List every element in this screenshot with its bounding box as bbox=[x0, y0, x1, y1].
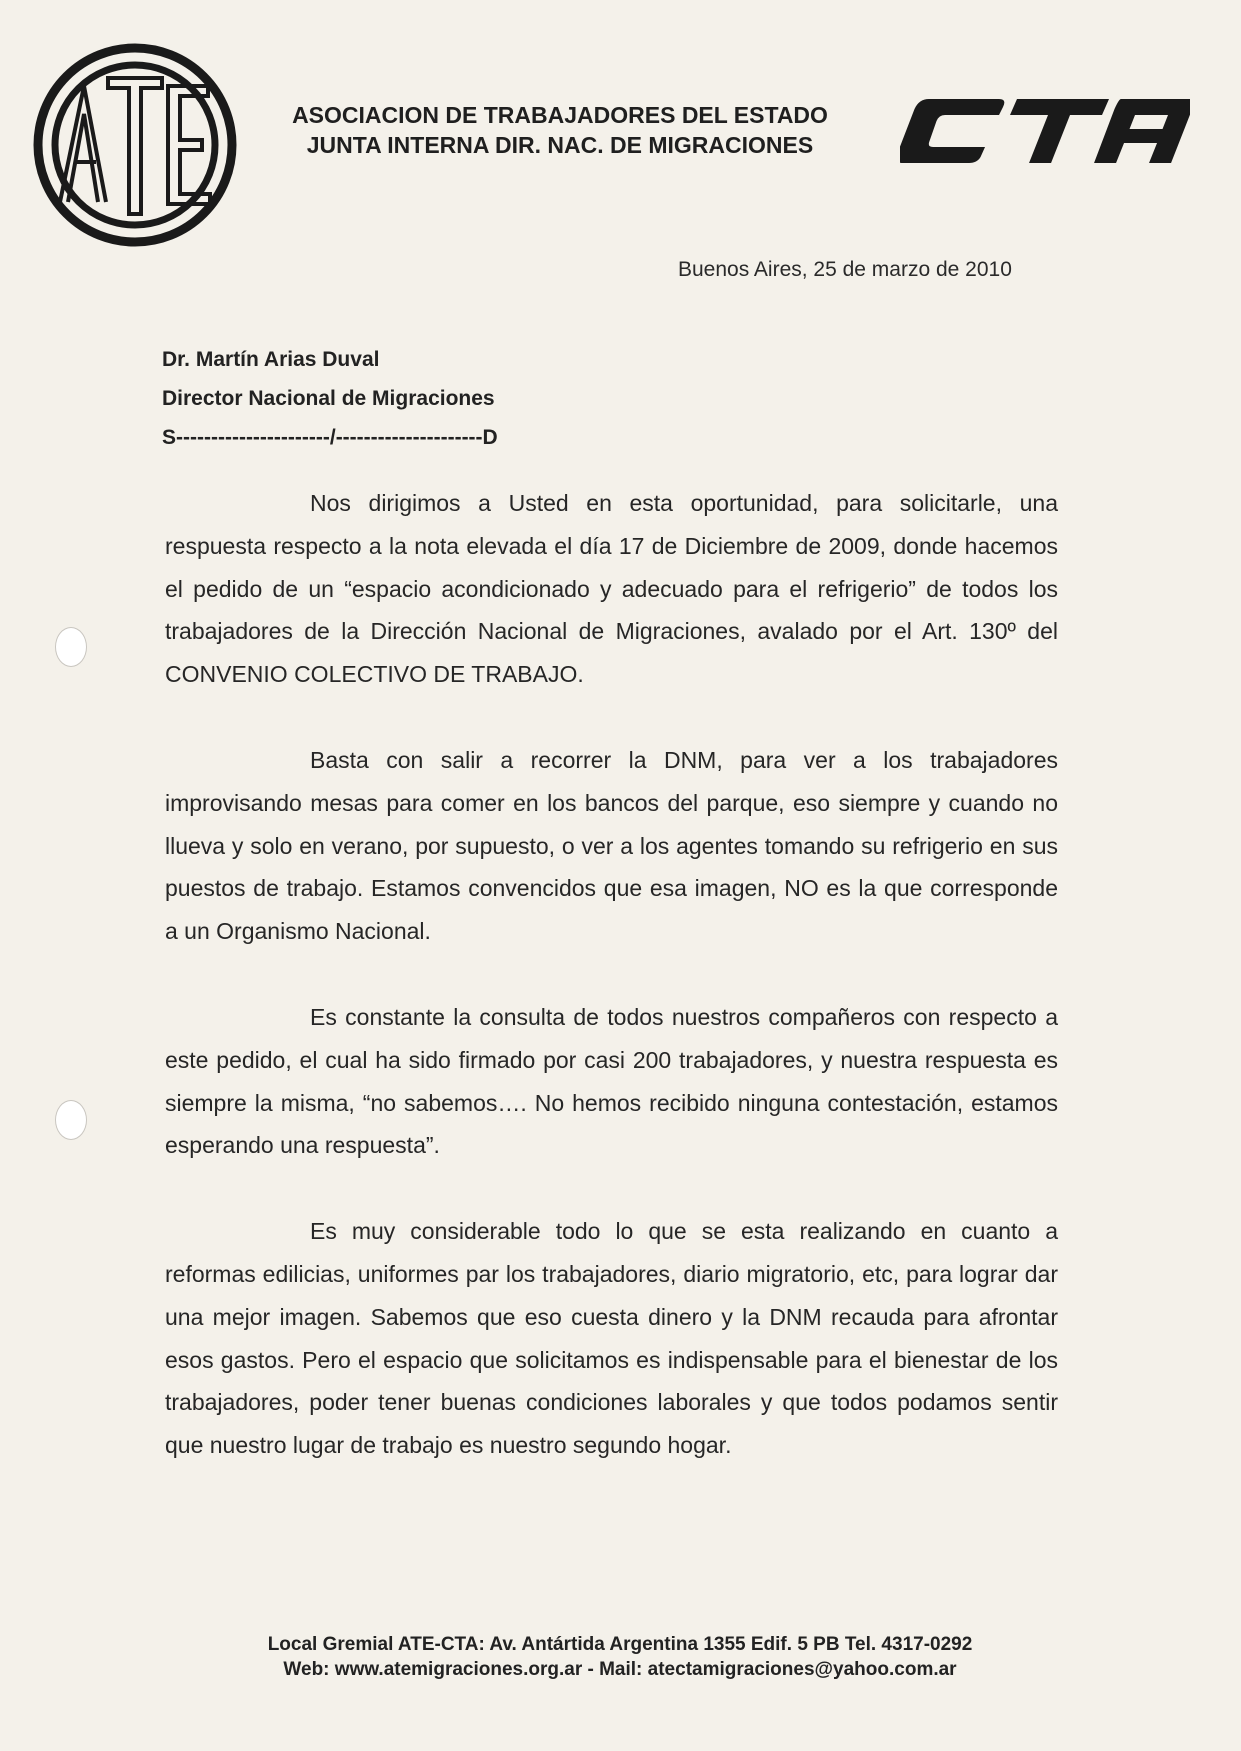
recipient-salutation: S----------------------/---------------------D bbox=[162, 426, 498, 449]
body-paragraph: Es constante la consulta de todos nuestros compañeros con respecto a este pedido, el cual ha sido firmado por casi 200 trabajadores, y nuestra respuesta es siempre la misma, “no sabemos…. No hemos recibido ninguna contestación, estamos esperando una respuesta”. bbox=[165, 1003, 1058, 1159]
body-paragraph: Nos dirigimos a Usted en esta oportunidad, para solicitarle, una respuesta respecto a la nota elevada el día 17 de Diciembre de 2009, donde hacemos el pedido de un “espacio acondicionado y adecuado para el refrigerio” de todos los trabajadores de la Dirección Nacional de Migraciones, avalado por el Art. 130º del CONVENIO COLECTIVO DE TRABAJO. bbox=[165, 490, 1058, 688]
footer-contact: Web: www.atemigraciones.org.ar - Mail: atectamigraciones@yahoo.com.ar bbox=[283, 1659, 957, 1680]
recipient-name: Dr. Martín Arias Duval bbox=[162, 348, 380, 371]
organization-name: ASOCIACION DE TRABAJADORES DEL ESTADO bbox=[292, 102, 828, 128]
organization-unit: JUNTA INTERNA DIR. NAC. DE MIGRACIONES bbox=[306, 132, 814, 158]
ate-logo bbox=[32, 42, 238, 248]
letter-date: Buenos Aires, 25 de marzo de 2010 bbox=[678, 258, 1012, 281]
body-paragraph: Es muy considerable todo lo que se esta realizando en cuanto a reformas edilicias, uniformes par los trabajadores, diario migratorio, etc, para lograr dar una mejor imagen. Sabemos que eso cuesta dinero y la DNM recauda para afrontar esos gastos. Pero el espacio que solicitamos es indispensable para el bienestar de los trabajadores, poder tener buenas condiciones laborales y que todos podamos sentir que nuestro lugar de trabajo es nuestro segundo hogar. bbox=[165, 1218, 1058, 1459]
footer-address: Local Gremial ATE-CTA: Av. Antártida Argentina 1355 Edif. 5 PB Tel. 4317-0292 bbox=[267, 1634, 973, 1655]
recipient-block bbox=[162, 340, 498, 457]
punch-hole bbox=[55, 627, 87, 667]
letter-footer bbox=[200, 1632, 1040, 1682]
letter-body bbox=[165, 482, 1058, 1510]
cta-logo bbox=[900, 95, 1190, 167]
body-paragraph: Basta con salir a recorrer la DNM, para ver a los trabajadores improvisando mesas para comer en los bancos del parque, eso siempre y cuando no llueva y solo en verano, por supuesto, o ver a los agentes tomando su refrigerio en sus puestos de trabajo. Estamos convencidos que esa imagen, NO es la que corresponde a un Organismo Nacional. bbox=[165, 746, 1058, 945]
organization-header bbox=[250, 100, 870, 160]
recipient-title: Director Nacional de Migraciones bbox=[162, 387, 495, 410]
punch-hole bbox=[55, 1100, 87, 1140]
